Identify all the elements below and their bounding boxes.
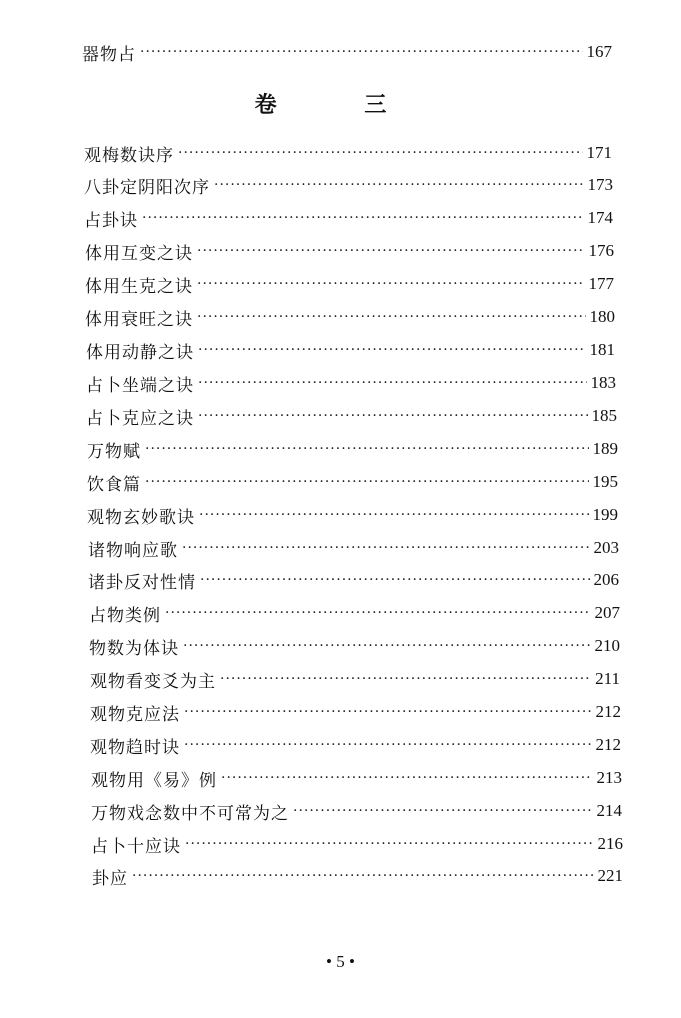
- toc-entry-title: 物数为体诀: [89, 638, 179, 659]
- toc-entry: [84, 140, 612, 166]
- toc-entry-title: 观物趋时诀: [90, 737, 180, 758]
- dot-leader: [165, 600, 591, 626]
- toc-entry-title: 占卜坐端之诀: [86, 375, 194, 396]
- toc-entry-title: 体用动静之诀: [86, 342, 194, 363]
- toc-entry-page: 212: [595, 735, 621, 754]
- toc-entry-title: 观物用《易》例: [91, 770, 217, 791]
- toc-entry-title: 观物克应法: [90, 704, 180, 725]
- dot-leader: [197, 271, 585, 297]
- toc-entry-title: 观物玄妙歌诀: [87, 507, 195, 528]
- dot-leader: [182, 535, 590, 561]
- dot-leader: [140, 39, 583, 65]
- toc-entry-title: 八卦定阴阳次序: [84, 177, 210, 198]
- toc-entry-page: 214: [596, 801, 622, 820]
- toc-entry-title: 诸物响应歌: [88, 540, 178, 561]
- dot-leader: [198, 403, 588, 429]
- toc-entry-page: 207: [594, 603, 620, 622]
- toc-entry: [89, 600, 620, 626]
- toc-entry-title: 体用互变之诀: [85, 243, 193, 264]
- toc-entry-page: 212: [595, 702, 621, 721]
- dot-leader: [197, 304, 586, 330]
- toc-entry: [85, 238, 614, 264]
- toc-entry: [84, 172, 613, 198]
- toc-entry-page: 180: [589, 307, 615, 326]
- toc-entry-page: 167: [586, 42, 612, 61]
- toc-entry-page: 177: [588, 274, 614, 293]
- dot-leader: [197, 238, 585, 264]
- dot-leader: [184, 699, 592, 725]
- toc-entry: [91, 798, 622, 824]
- dot-leader: [200, 567, 590, 593]
- toc-entry-page: 174: [587, 208, 613, 227]
- toc-entry-page: 171: [586, 143, 612, 162]
- toc-entry: [87, 502, 618, 528]
- toc-entry-title: 万物赋: [87, 441, 141, 462]
- toc-entry-page: 199: [592, 505, 618, 524]
- toc-entry-title: 器物占: [82, 44, 136, 65]
- toc-entry: [88, 535, 619, 561]
- dot-leader: [293, 798, 593, 824]
- toc-entry: [89, 633, 620, 659]
- toc-entry-title: 占卦诀: [84, 210, 138, 231]
- dot-leader: [145, 436, 589, 462]
- dot-leader: [185, 831, 594, 857]
- toc-entry: [86, 337, 615, 363]
- toc-entry: [84, 205, 613, 231]
- dot-leader: [199, 502, 589, 528]
- toc-entry: [90, 699, 621, 725]
- toc-entry-title: 饮食篇: [87, 474, 141, 495]
- toc-entry-title: 观梅数诀序: [84, 145, 174, 166]
- toc-entry-page: 211: [595, 669, 620, 688]
- dot-leader: [220, 666, 591, 692]
- toc-entry-title: 占卜十应诀: [91, 836, 181, 857]
- page-number: • 5 •: [326, 952, 355, 971]
- toc-entry: [91, 831, 623, 857]
- toc-entry-title: 万物戏念数中不可常为之: [91, 803, 289, 824]
- toc-entry-page: 213: [596, 768, 622, 787]
- toc-entry: [91, 765, 622, 791]
- dot-leader: [214, 172, 584, 198]
- dot-leader: [221, 765, 593, 791]
- dot-leader: [198, 337, 586, 363]
- toc-entry-title: 占物类例: [89, 605, 161, 626]
- dot-leader: [184, 732, 592, 758]
- toc-entry-page: 206: [593, 570, 619, 589]
- toc-entry-page: 210: [594, 636, 620, 655]
- toc-entry-page: 176: [588, 241, 614, 260]
- toc-entry-page: 173: [587, 175, 613, 194]
- toc-entry: [90, 666, 620, 692]
- toc-entry-page: 203: [593, 538, 619, 557]
- dot-leader: [142, 205, 584, 231]
- toc-entry: [86, 403, 617, 429]
- dot-leader: [183, 633, 591, 659]
- toc-entry-top: [82, 39, 612, 65]
- dot-leader: [145, 469, 589, 495]
- toc-entry: [88, 567, 619, 593]
- toc-entry: [85, 271, 614, 297]
- toc-entry: [85, 304, 615, 330]
- toc-entry: [90, 732, 621, 758]
- toc-entry-title: 卦应: [92, 868, 128, 889]
- dot-leader: [132, 863, 594, 889]
- dot-leader: [178, 140, 583, 166]
- toc-entry-page: 183: [590, 373, 616, 392]
- dot-leader: [198, 370, 587, 396]
- toc-entry-title: 观物看变爻为主: [90, 671, 216, 692]
- toc-entry-title: 占卜克应之诀: [86, 408, 194, 429]
- toc-entry: [87, 436, 618, 462]
- toc-entry-page: 189: [592, 439, 618, 458]
- volume-heading: 卷 三: [254, 93, 427, 118]
- toc-entry-title: 体用生克之诀: [85, 276, 193, 297]
- toc-entry: [87, 469, 618, 495]
- toc-entry: [92, 863, 623, 889]
- toc-entry-title: 体用衰旺之诀: [85, 309, 193, 330]
- toc-entry: [86, 370, 616, 396]
- toc-entry-page: 216: [597, 834, 623, 853]
- toc-entry-page: 181: [589, 340, 615, 359]
- toc-entry-page: 221: [597, 866, 623, 885]
- toc-entry-page: 195: [592, 472, 618, 491]
- toc-entry-page: 185: [591, 406, 617, 425]
- toc-entry-title: 诸卦反对性情: [88, 572, 196, 593]
